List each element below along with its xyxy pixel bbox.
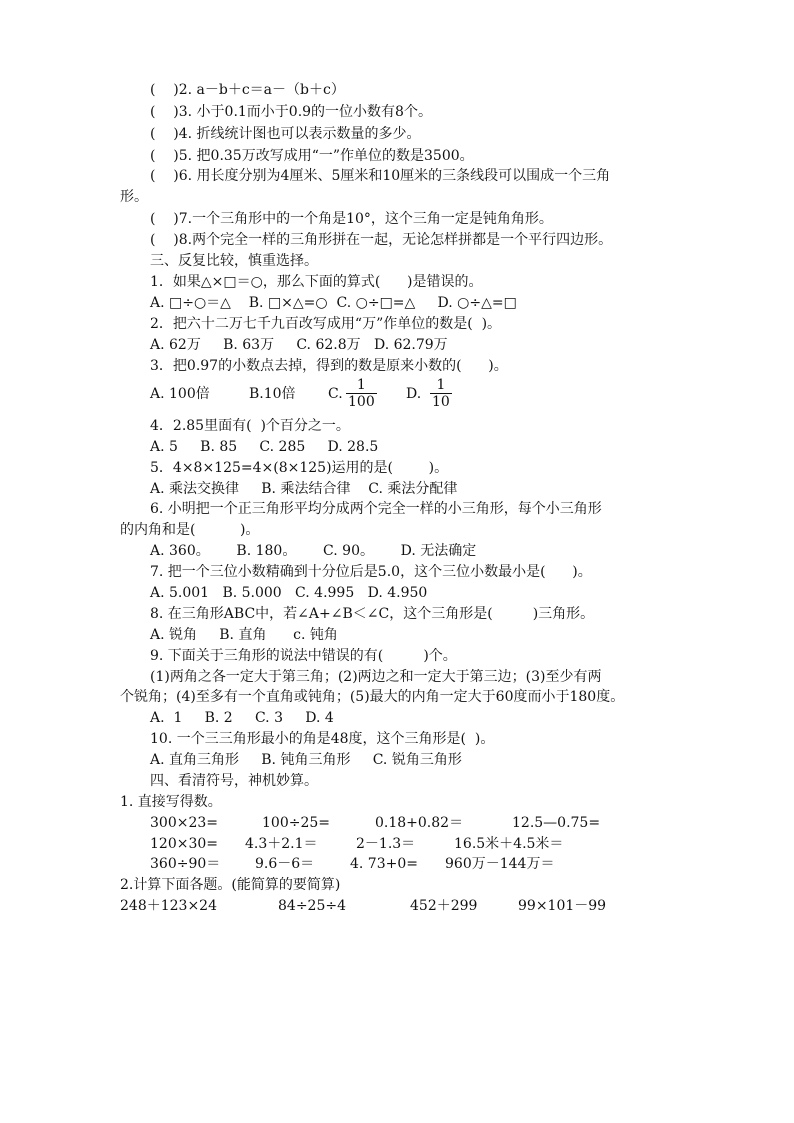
calc-row2-item4: 16.5米＋4.5米＝: [454, 836, 564, 852]
judge-item-7: ( )7.一个三角形中的一个角是10°，这个三角一定是钝角角形。: [150, 211, 553, 227]
calc-sub1-title: 1. 直接写得数。: [120, 794, 222, 810]
calc-row4-item1: 248＋123×24: [120, 898, 217, 914]
choice-q2-options: A. 62万 B. 63万 C. 62.8万 D. 62.79万: [150, 337, 448, 353]
section-title-calc: 四、看清符号，神机妙算。: [150, 773, 318, 789]
judge-item-6-cont: 形。: [120, 189, 148, 205]
judge-item-5: ( )5. 把0.35万改写成用“一”作单位的数是3500。: [150, 148, 474, 164]
choice-q3: 3．把0.97的小数点去掉，得到的数是原来小数的( )。: [150, 358, 508, 374]
calc-row3-item2: 9.6－6＝: [255, 856, 315, 872]
fraction-one-tenth: [430, 377, 452, 410]
choice-q6: 6. 小明把一个正三角形平均分成两个完全一样的小三角形，每个小三角形: [150, 501, 602, 517]
choice-q10-options: A. 直角三角形 B. 钝角三角形 C. 锐角三角形: [150, 752, 462, 768]
fraction-numerator: 1: [436, 377, 446, 393]
choice-q1-options: A. □÷○＝△ B. □×△=○ C. ○÷□=△ D. ○÷△=□: [150, 295, 517, 311]
choice-q6-options: A. 360。 B. 180。 C. 90。 D. 无法确定: [150, 543, 477, 559]
choice-q6-cont: 的内角和是( )。: [120, 522, 260, 538]
choice-q3-option-c: C.: [328, 386, 343, 402]
choice-q4: 4．2.85里面有( )个百分之一。: [150, 418, 350, 434]
choice-q9: 9. 下面关于三角形的说法中错误的有( )个。: [150, 648, 457, 664]
judge-item-2: ( )2. a－b＋c＝a－（b＋c）: [150, 82, 345, 98]
judge-item-3: ( )3. 小于0.1而小于0.9的一位小数有8个。: [150, 104, 432, 120]
section-title-choice: 三、反复比较，慎重选择。: [150, 253, 318, 269]
calc-row3-item3: 4. 73+0=: [350, 856, 418, 872]
choice-q4-options: A. 5 B. 85 C. 285 D. 28.5: [150, 439, 379, 455]
choice-q7-options: A. 5.001 B. 5.000 C. 4.995 D. 4.950: [150, 585, 428, 601]
calc-row4-item4: 99×101－99: [518, 898, 607, 914]
fraction-one-hundredth: [346, 377, 377, 410]
choice-q9-options: A. 1 B. 2 C. 3 D. 4: [150, 710, 334, 726]
choice-q9-statements: (1)两角之各一定大于第三角；(2)两边之和一定大于第三边；(3)至少有两: [150, 669, 602, 685]
calc-row3-item1: 360÷90＝: [150, 856, 221, 872]
calc-row2-item2: 4.3＋2.1＝: [245, 836, 318, 852]
choice-q10: 10. 一个三三角形最小的角是48度，这个三角形是( )。: [150, 731, 495, 747]
fraction-denominator: 100: [348, 394, 375, 410]
choice-q8-options: A. 锐角 B. 直角 c. 钝角: [150, 627, 338, 643]
fraction-numerator: 1: [356, 377, 366, 393]
calc-row2-item3: 2－1.3＝: [356, 836, 416, 852]
calc-row1-item4: 12.5—0.75=: [512, 815, 601, 831]
fraction-denominator: 10: [432, 394, 450, 410]
choice-q5: 5．4×8×125=4×(8×125)运用的是( )。: [150, 460, 449, 476]
calc-row1-item1: 300×23=: [150, 815, 218, 831]
judge-item-4: ( )4. 折线统计图也可以表示数量的多少。: [150, 126, 421, 142]
choice-q5-options: A. 乘法交换律 B. 乘法结合律 C. 乘法分配律: [150, 481, 458, 497]
choice-q1: 1．如果△×□＝○，那么下面的算式( )是错误的。: [150, 274, 483, 290]
choice-q7: 7. 把一个三位小数精确到十分位后是5.0，这个三位小数最小是( )。: [150, 564, 592, 580]
choice-q3-option-b: B.10倍: [249, 386, 296, 402]
choice-q2: 2．把六十二万七千九百改写成用“万”作单位的数是( )。: [150, 316, 502, 332]
calc-row4-item2: 84÷25÷4: [278, 898, 346, 914]
calc-row1-item2: 100÷25=: [262, 815, 330, 831]
calc-row2-item1: 120×30=: [150, 836, 218, 852]
judge-item-8: ( )8.两个完全一样的三角形拼在一起，无论怎样拼都是一个平行四边形。: [150, 232, 613, 248]
judge-item-6: ( )6. 用长度分别为4厘米、5厘米和10厘米的三条线段可以围成一个三角: [150, 168, 611, 184]
choice-q3-option-d: D.: [406, 386, 422, 402]
calc-row4-item3: 452＋299: [410, 898, 478, 914]
choice-q3-option-a: A. 100倍: [150, 386, 210, 402]
calc-row3-item4: 960万－144万＝: [445, 856, 555, 872]
choice-q9-statements-cont: 个锐角；(4)至多有一个直角或钝角；(5)最大的内角一定大于60度而小于180度。: [120, 689, 625, 705]
calc-sub2-title: 2.计算下面各题。(能简算的要简算): [120, 877, 341, 893]
choice-q8: 8. 在三角形ABC中，若∠A+∠B＜∠C，这个三角形是( )三角形。: [150, 606, 595, 622]
calc-row1-item3: 0.18+0.82＝: [375, 815, 464, 831]
